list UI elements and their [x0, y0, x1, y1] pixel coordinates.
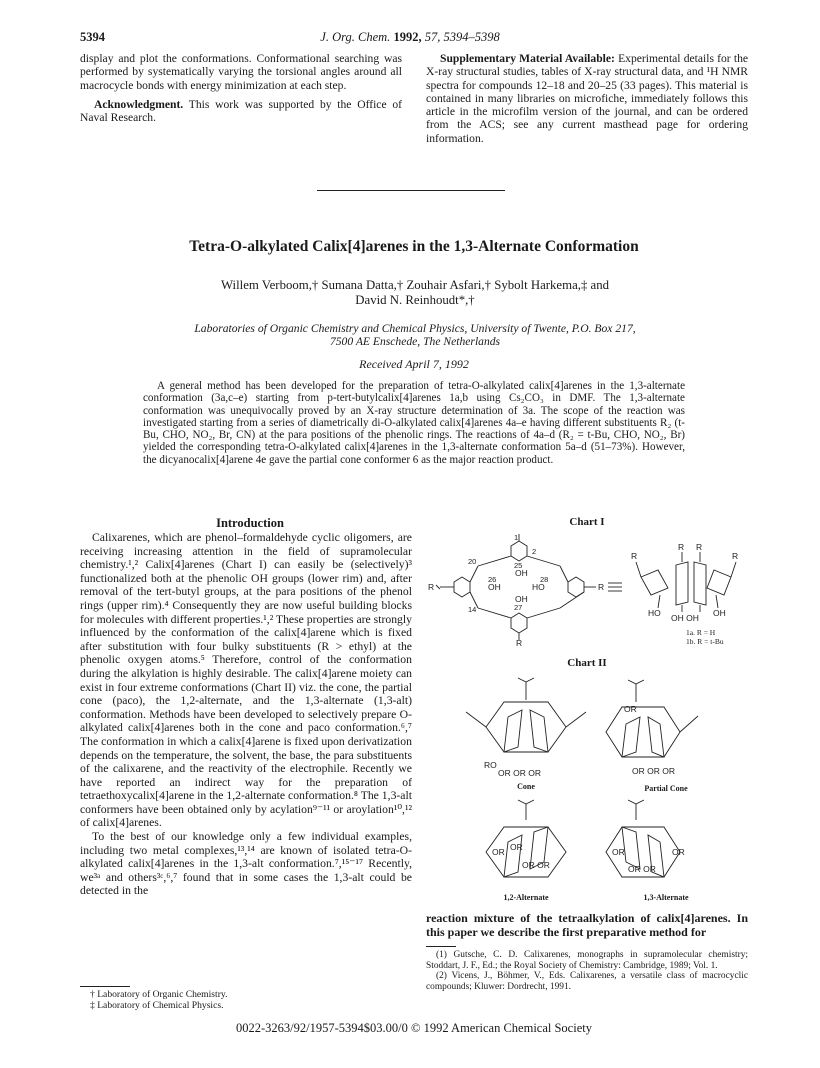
footnote-1: † Laboratory of Organic Chemistry.: [90, 989, 228, 1000]
article-separator: [317, 190, 505, 191]
chart-1-locant-25: 25: [514, 561, 523, 570]
chart-2-label-cone: Cone: [517, 782, 535, 791]
chart-1-oh-left: OH: [488, 582, 501, 592]
reference-1: (1) Gutsche, C. D. Calixarenes, monographs in supramolecular chemistry; Stoddart, J. F., Ed.; the Royal Society of Chemistry: Cambridge, 1989; Vol. 1.: [426, 950, 748, 971]
previous-article-text: display and plot the conformations. Conformational searching was performed by systematically varying the torsional angles around all macrocycle bonds with energy minimization at each step.: [80, 52, 402, 92]
journal-name: J. Org. Chem.: [320, 30, 391, 44]
chart-2-13alt-or-1: OR: [612, 847, 625, 857]
chart-2-13alt-or-or: OR OR: [628, 864, 656, 874]
chart-1-r-left: R: [428, 582, 435, 592]
footnote-rule: [80, 986, 130, 987]
acknowledgment-heading: Acknowledgment.: [94, 97, 184, 111]
chart-2-13alt-or-2: OR: [672, 847, 685, 857]
introduction-heading: Introduction: [216, 516, 284, 530]
chart-1-r-3d-4: R: [732, 551, 739, 561]
chart-2-cone-or-row: OR OR OR: [498, 768, 541, 778]
page-number: 5394: [80, 30, 105, 44]
footnote-2: ‡ Laboratory of Chemical Physics.: [90, 1000, 224, 1011]
chart-2-12alt-or-1: OR: [492, 847, 505, 857]
chart-2-12alt-or-or: OR OR: [522, 860, 550, 870]
previous-article-left: [80, 52, 402, 124]
introduction-paragraph-1: Calixarenes, which are phenol–formaldehyde cyclic oligomers, are receiving increasing attention in the field of supramolecular chemistry.¹,² Calix[4]arenes (Chart I) can easily be (selectively)³ functionalized both at the phenolic OH groups (lower rim) and, after removal of the tert-butyl groups, at the para positions of the phenol rings (upper rim).⁴ Consequently they are now useful building blocks for molecules with different properties.¹,² These properties are strongly influenced by the conformation of the calix[4]arene which is fixed after substitution with four bulky substituents (R > ethyl) at the phenolic oxygen atoms.⁵ Therefore, control of the conformation during the alkylation is highly desirable. The calix[4]arene moiety can exist in four extreme conformations (Chart II) viz. the cone, the partial cone (paco), the 1,2-alternate, and the 1,3-alternate (1,3-alt) conformation. Methods have been developed to selectively prepare O-alkylated calix[4]arenes both in the cone and paco conformation.⁶,⁷ The conformation in which a calix[4]arene is fixed upon derivatization depends on the temperature, the solvent, the base, the para substituents of the calixarene, and the reactivity of the electrophile. Recently we have reported an indirect way for the preparation of tetraethoxycalix[4]arene in the 1,2-alternate conformation.⁸ The 1,3-alt conformers have been obtained only by acylation⁹⁻¹¹ or aroylation¹⁰,¹² of calix[4]arenes.: [80, 531, 412, 830]
chart-1-locant-26: 26: [488, 575, 497, 584]
chart-1-r-bottom: R: [516, 638, 523, 647]
chart-1-r-3d-2: R: [678, 542, 685, 552]
authors-line-2: David N. Reinhoudt*,†: [355, 293, 475, 307]
chart-1-legend-1b: 1b. R = t-Bu: [686, 637, 724, 646]
introduction-body: [80, 531, 412, 898]
chart-2-cone-ro: RO: [484, 760, 497, 770]
journal-volume: 57, 5394–5398: [424, 30, 500, 44]
chart-2-12alt-or-2: OR: [510, 842, 523, 852]
introduction-continuation: reaction mixture of the tetraalkylation of calix[4]arenes. In this paper we describe the first preparative method for: [426, 911, 748, 939]
chart-1-ho-3d: HO: [648, 608, 661, 618]
running-header: [80, 30, 740, 46]
chart-1-legend: [686, 628, 724, 646]
chart-1-locant-14: 14: [468, 605, 477, 614]
chart-1-r-3d-1: R: [631, 551, 638, 561]
chart-1-oh-bottom: OH: [515, 594, 528, 604]
journal-citation: [80, 30, 740, 45]
footnotes: [80, 989, 402, 1011]
acknowledgment: [80, 98, 402, 125]
chart-2-label-13-alternate: 1,3-Alternate: [643, 893, 689, 902]
abstract-text: A general method has been developed for the preparation of tetra-O-alkylated calix[4]arenes in the 1,3-alternate conformation (3a,c–e) starting from p-tert-butylcalix[4]arenes 1a,b using Cs₂CO₃ in DMF. The 1,3-alternate conformation was unequivocally proved by an X-ray structure determination of 3a. The scope of the reaction was investigated starting from a series of diametrically di-O-alkylated calix[4]arenes 4a–e having different substituents R₂ (t-Bu, CHO, NO₂, Br, CN) at the para positions of the phenolic rings. The reactions of 4a–d (R₂ = t-Bu, CHO, NO₂, Br) yielded the corresponding tetra-O-alkylated calix[4]arenes in the 1,3-alternate conformation 5a–d (51–73%). However, the dicyanocalix[4]arene 4e gave the partial cone conformer 6 as the major reaction product.: [143, 380, 685, 466]
chart-2-heading: Chart II: [567, 657, 607, 669]
chart-1-locant-1: 1: [514, 533, 519, 542]
chart-2-label-partial-cone: Partial Cone: [644, 784, 688, 793]
chart-1-legend-1a: 1a. R = H: [686, 628, 716, 637]
chart-2-paco-or-top: OR: [624, 704, 637, 714]
chart-2-label-12-alternate: 1,2-Alternate: [503, 893, 549, 902]
chart-1-oh-oh-3d: OH OH: [671, 613, 699, 623]
chart-1-r-right: R: [598, 582, 605, 592]
chart-1-oh-3d: OH: [713, 608, 726, 618]
supplementary-heading: Supplementary Material Available:: [440, 52, 615, 65]
supplementary-text: Experimental details for the X-ray structural studies, tables of X-ray structural data, and ¹H NMR spectra for compounds 12–18 and 20–25 (33 pages). This material is contained in many libraries on microfiche, immediately follows this article in the microfilm version of the journal, and can be ordered from the ACS; see any current masthead page for ordering information.: [426, 52, 749, 145]
affiliation: [130, 322, 700, 348]
references-rule: [426, 946, 456, 947]
abstract: [143, 380, 685, 466]
copyright-footer: 0022-3263/92/1957-5394$03.00/0 © 1992 American Chemical Society: [236, 1021, 592, 1035]
authors-line-1: Willem Verboom,† Sumana Datta,† Zouhair Asfari,† Sybolt Harkema,‡ and: [220, 278, 610, 292]
journal-year: 1992,: [393, 30, 422, 44]
affiliation-line-1: Laboratories of Organic Chemistry and Chemical Physics, University of Twente, P.O. Box 217,: [194, 322, 636, 335]
chart-1-heading: Chart I: [569, 516, 605, 528]
received-date: Received April 7, 1992: [359, 357, 469, 371]
chart-1-locant-2: 2: [532, 547, 537, 556]
article-title: Tetra-O-alkylated Calix[4]arenes in the 1,3-Alternate Conformation: [189, 238, 639, 255]
chart-1-locant-28: 28: [540, 575, 549, 584]
references: [426, 950, 748, 992]
author-list: [180, 278, 650, 308]
acknowledgment-text: This work was supported by the Office of Naval Research.: [80, 97, 402, 125]
reference-2: (2) Vicens, J., Böhmer, V., Eds. Calixarenes, a versatile class of macrocyclic compounds; Kluwer: Dordrecht, 1991.: [426, 971, 748, 992]
chart-1-r-3d-3: R: [696, 542, 703, 552]
supplementary-material: [426, 52, 748, 145]
affiliation-line-2: 7500 AE Enschede, The Netherlands: [329, 335, 501, 348]
introduction-paragraph-2: To the best of our knowledge only a few individual examples, including two metal complexes,¹³,¹⁴ are known of isolated tetra-O-alkylated calix[4]arenes in the 1,3-alt conformation.⁷,¹⁵⁻¹⁷ Recently, we³ᵃ and others³ᶜ,⁶,⁷ found that in some cases the 1,3-alt could be detected in the: [80, 830, 412, 898]
chart-2-paco-or-row: OR OR OR: [632, 766, 675, 776]
chart-1-locant-27: 27: [514, 603, 523, 612]
chart-1-locant-20: 20: [468, 557, 477, 566]
chart-1-ho-right: HO: [532, 582, 545, 592]
chart-1-oh-top: OH: [515, 568, 528, 578]
